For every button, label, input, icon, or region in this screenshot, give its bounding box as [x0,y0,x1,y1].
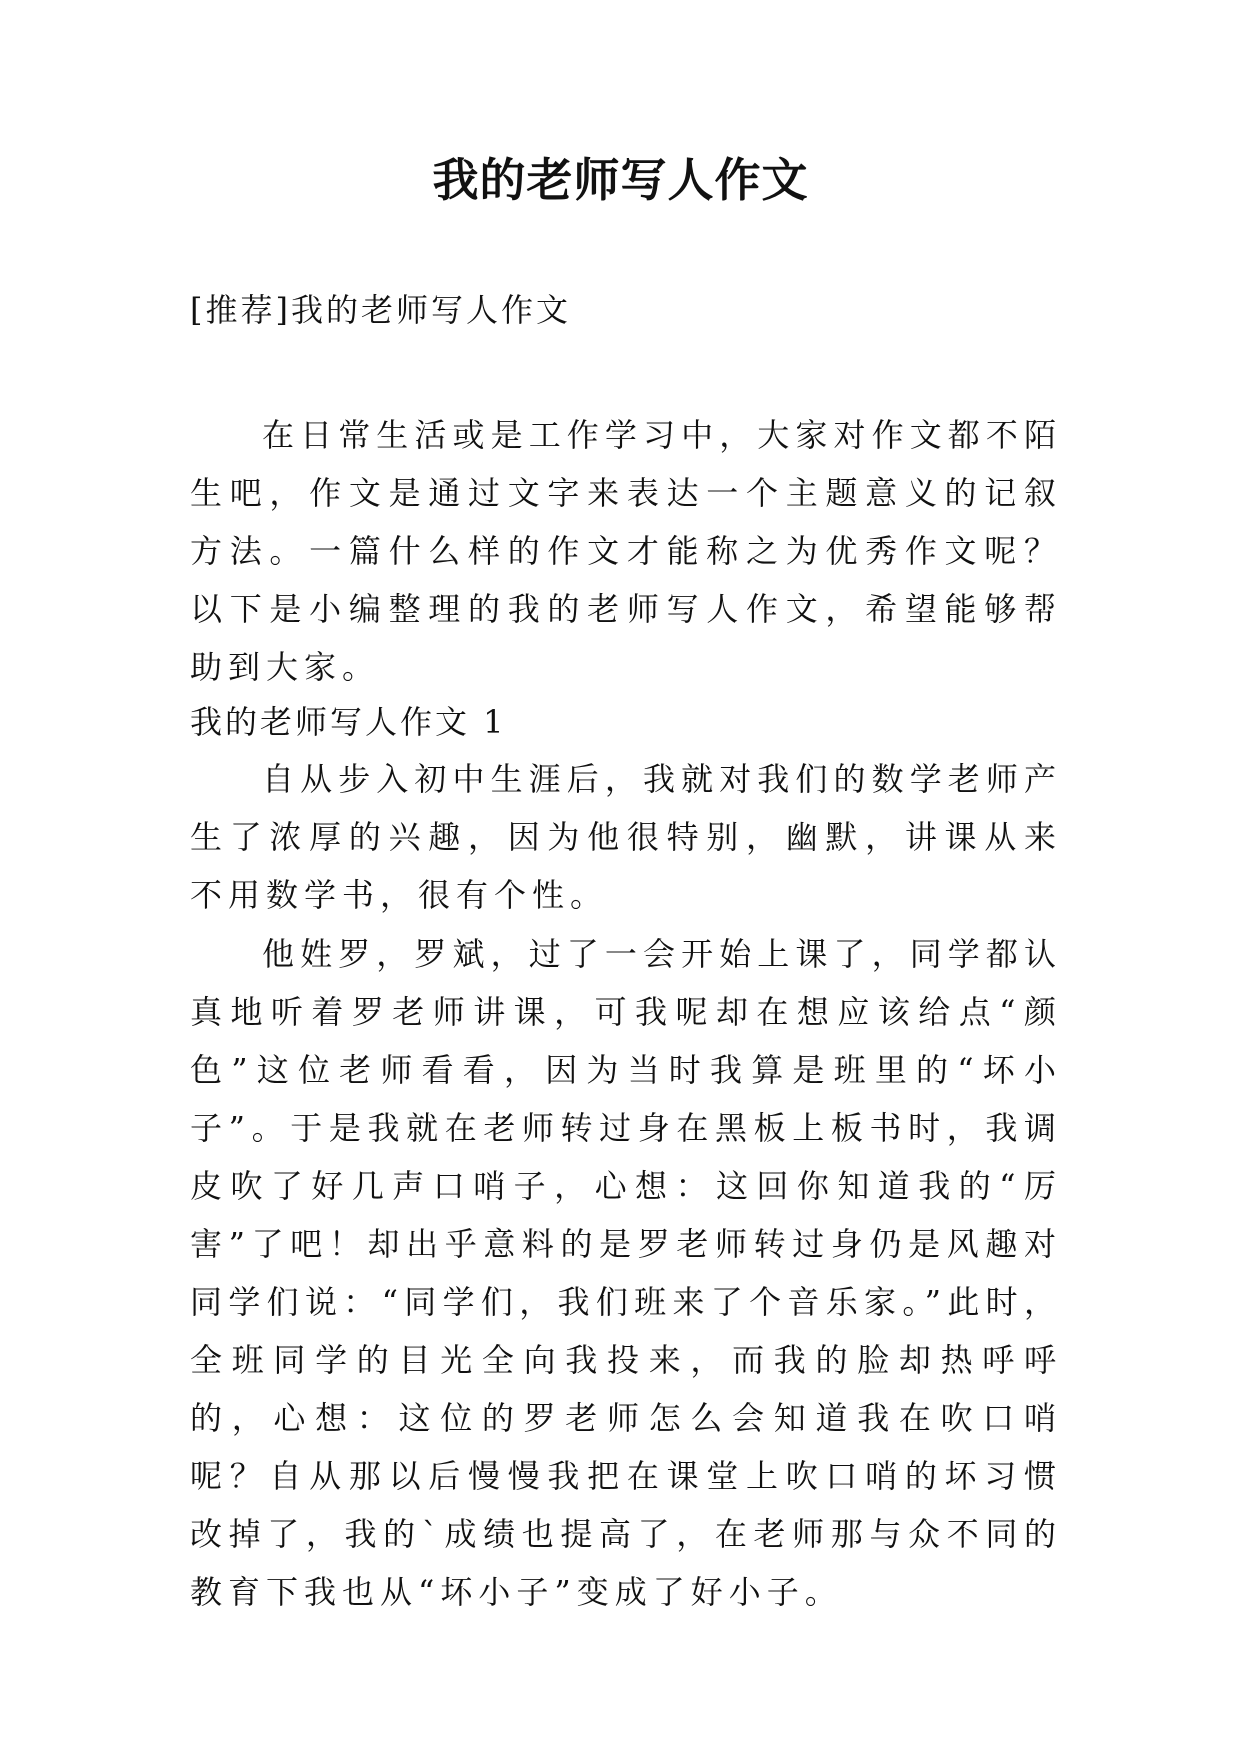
body-paragraph: 自从步入初中生涯后，我就对我们的数学老师产生了浓厚的兴趣，因为他很特别，幽默，讲课从来不用数学书，很有个性。 [190,760,1062,914]
document-subtitle: [推荐]我的老师写人作文 [190,291,571,329]
intro-paragraph: 在日常生活或是工作学习中，大家对作文都不陌生吧，作文是通过文字来表达一个主题意义的记叙方法。一篇什么样的作文才能称之为优秀作文呢？以下是小编整理的我的老师写人作文，希望能够帮助到大家。 [190,416,1062,686]
body-paragraph: 他姓罗，罗斌，过了一会开始上课了，同学都认真地听着罗老师讲课，可我呢却在想应该给点“颜色”这位老师看看，因为当时我算是班里的“坏小子”。于是我就在老师转过身在黑板上板书时，我调皮吹了好几声口哨子，心想：这回你知道我的“厉害”了吧！却出乎意料的是罗老师转过身仍是风趣对同学们说：“同学们，我们班来了个音乐家。”此时，全班同学的目光全向我投来，而我的脸却热呼呼的，心想：这位的罗老师怎么会知道我在吹口哨呢？自从那以后慢慢我把在课堂上吹口哨的坏习惯改掉了，我的`成绩也提高了，在老师那与众不同的教育下我也从“坏小子”变成了好小子。 [190,935,1062,1611]
document-title: 我的老师写人作文 [432,153,809,207]
section-heading: 我的老师写人作文 1 [190,703,507,741]
